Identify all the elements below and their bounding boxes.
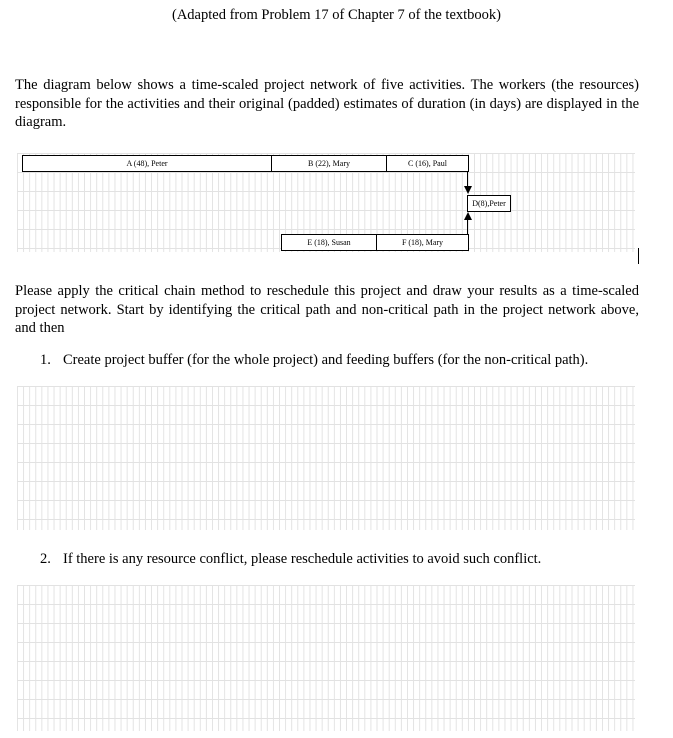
activity-f: F (18), Mary — [376, 234, 469, 251]
connector-c-to-d — [467, 172, 468, 186]
activity-b: B (22), Mary — [271, 155, 387, 172]
task-number: 1. — [40, 352, 51, 368]
instruction-paragraph: Please apply the critical chain method to reschedule this project and draw your results as a time-scaled project network. Start by identifying the critical path and non-critical path in the project network above, and then — [15, 283, 639, 336]
connector-f-to-d — [467, 220, 468, 234]
task-item-2 — [40, 551, 541, 568]
answer-grid-2 — [17, 585, 635, 731]
text-cursor-mark — [638, 248, 639, 264]
intro-paragraph: The diagram below shows a time-scaled project network of five activities. The workers (the resources) responsible for the activities and their original (padded) estimates of duration (in days) are displayed in the diagram. — [15, 77, 639, 130]
task-item-1 — [40, 352, 588, 369]
activity-d: D(8),Peter — [467, 195, 511, 212]
arrow-up-icon — [464, 212, 472, 220]
answer-grid-1 — [17, 386, 635, 530]
activity-e: E (18), Susan — [281, 234, 377, 251]
page-header: (Adapted from Problem 17 of Chapter 7 of the textbook) — [172, 7, 501, 23]
activity-c: C (16), Paul — [386, 155, 469, 172]
arrow-down-icon — [464, 186, 472, 194]
task-text: If there is any resource conflict, please reschedule activities to avoid such conflict. — [63, 551, 542, 567]
activity-a: A (48), Peter — [22, 155, 272, 172]
task-text: Create project buffer (for the whole project) and feeding buffers (for the non-critical path). — [63, 352, 589, 368]
task-number: 2. — [40, 551, 51, 567]
